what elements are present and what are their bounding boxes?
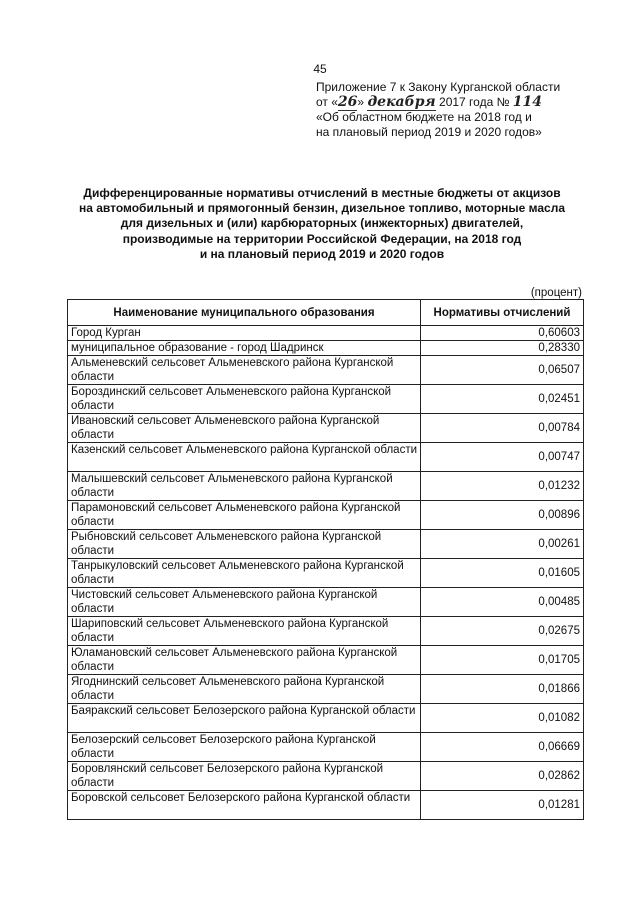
table-row (68, 501, 584, 530)
table-row (68, 326, 584, 341)
norm-value: 0,01232 (421, 472, 584, 501)
table-row (68, 762, 584, 791)
table-row (68, 675, 584, 704)
date-mid: » (357, 95, 365, 109)
table-row (68, 704, 584, 733)
table-row (68, 356, 584, 385)
date-prefix: от « (316, 95, 338, 109)
table-row (68, 559, 584, 588)
page-number: 45 (313, 62, 327, 76)
norm-value: 0,01866 (421, 675, 584, 704)
appendix-law-title: «Об областном бюджете на 2018 год и (316, 110, 532, 124)
municipality-name: Ивановский сельсовет Альменевского района Курганской области (68, 414, 421, 443)
appendix-law-period: на плановый период 2019 и 2020 годов» (316, 125, 542, 139)
municipality-name: Казенский сельсовет Альменевского района Курганской области (68, 443, 421, 472)
norm-value: 0,01705 (421, 646, 584, 675)
norm-value: 0,02862 (421, 762, 584, 791)
norm-value: 0,02451 (421, 385, 584, 414)
table-row (68, 646, 584, 675)
norm-value: 0,01082 (421, 704, 584, 733)
appendix-title: Приложение 7 к Закону Курганской области (316, 80, 561, 94)
municipality-name: Боровской сельсовет Белозерского района Курганской области (68, 791, 421, 820)
municipality-name: Город Курган (68, 326, 421, 341)
table-row (68, 791, 584, 820)
municipality-name: Боровлянский сельсовет Белозерского района Курганской области (68, 762, 421, 791)
municipality-name: Рыбновский сельсовет Альменевского района Курганской области (68, 530, 421, 559)
column-header-name: Наименование муниципального образования (68, 300, 421, 326)
table-header-row (68, 300, 584, 326)
appendix-header (316, 80, 636, 140)
norm-value: 0,06507 (421, 356, 584, 385)
table-row (68, 530, 584, 559)
municipality-name: Баяракский сельсовет Белозерского района Курганской области (68, 704, 421, 733)
municipality-name: Бороздинский сельсовет Альменевского района Курганской области (68, 385, 421, 414)
municipality-name: Танрыкуловский сельсовет Альменевского района Курганской области (68, 559, 421, 588)
norm-value: 0,00485 (421, 588, 584, 617)
appendix-date-line (316, 95, 636, 110)
municipality-name: Ягоднинский сельсовет Альменевского района Курганской области (68, 675, 421, 704)
municipality-name: Шариповский сельсовет Альменевского района Курганской области (68, 617, 421, 646)
title-line: Дифференцированные нормативы отчислений в местные бюджеты от акцизов (83, 186, 561, 200)
norm-value: 0,01605 (421, 559, 584, 588)
title-line: и на плановый период 2019 и 2020 годов (199, 246, 445, 261)
norm-value: 0,02675 (421, 617, 584, 646)
title-line: для дизельных и (или) карбюраторных (инжекторных) двигателей, (120, 216, 524, 231)
norm-value: 0,00261 (421, 530, 584, 559)
title-line: производимые на территории Российской Федерации, на 2018 год (122, 231, 522, 246)
table-row (68, 617, 584, 646)
handwritten-day: 26 (337, 94, 358, 110)
norm-value: 0,28330 (421, 341, 584, 356)
table-row (68, 414, 584, 443)
handwritten-number: 114 (512, 94, 543, 110)
municipality-name: Парамоновский сельсовет Альменевского района Курганской области (68, 501, 421, 530)
title-line: на автомобильный и прямогонный бензин, дизельное топливо, моторные масла (78, 201, 566, 216)
unit-label: (процент) (530, 287, 582, 299)
table-row (68, 733, 584, 762)
table-row (68, 588, 584, 617)
date-suffix: 2017 года № (439, 95, 510, 109)
table-row (68, 472, 584, 501)
municipality-name: муниципальное образование - город Шадринск (68, 341, 421, 356)
table-row (68, 443, 584, 472)
column-header-norm: Нормативы отчислений (421, 300, 584, 326)
table-row (68, 341, 584, 356)
municipality-name: Малышевский сельсовет Альменевского района Курганской области (68, 472, 421, 501)
municipality-name: Чистовский сельсовет Альменевского района Курганской области (68, 588, 421, 617)
norm-value: 0,00747 (421, 443, 584, 472)
norm-value: 0,00784 (421, 414, 584, 443)
norms-table (67, 299, 584, 820)
document-title (60, 186, 584, 262)
norm-value: 0,60603 (421, 326, 584, 341)
handwritten-month: декабря (367, 94, 436, 110)
table-row (68, 385, 584, 414)
municipality-name: Альменевский сельсовет Альменевского района Курганской области (68, 356, 421, 385)
norm-value: 0,06669 (421, 733, 584, 762)
municipality-name: Юламановский сельсовет Альменевского района Курганской области (68, 646, 421, 675)
norm-value: 0,00896 (421, 501, 584, 530)
municipality-name: Белозерский сельсовет Белозерского района Курганской области (68, 733, 421, 762)
norm-value: 0,01281 (421, 791, 584, 820)
